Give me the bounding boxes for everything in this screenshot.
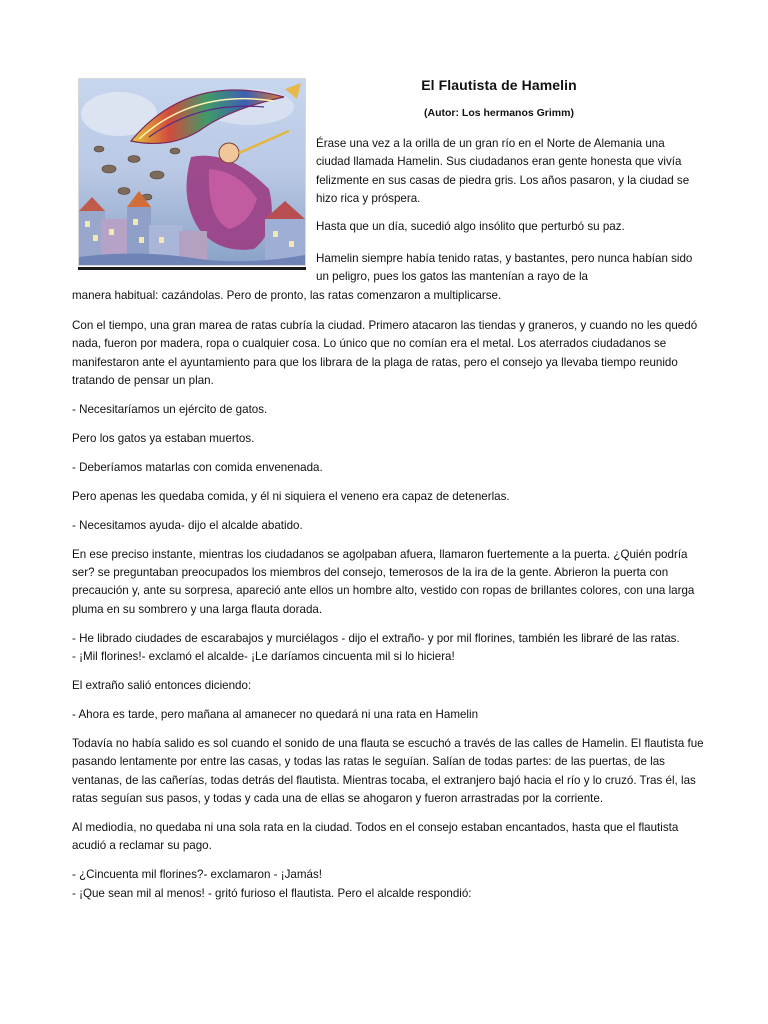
paragraph: Al mediodía, no quedaba ni una sola rata en la ciudad. Todos en el consejo estaban encantados, hasta que el flautista acudió a reclamar su pago. <box>72 821 679 853</box>
paragraph: Pero los gatos ya estaban muertos. <box>72 432 255 446</box>
intro-column <box>316 135 698 245</box>
paragraph: El extraño salió entonces diciendo: <box>72 679 252 693</box>
author-line: (Autor: Los hermanos Grimm) <box>424 107 574 119</box>
paragraph: - Deberíamos matarlas con comida envenenada. <box>72 460 323 474</box>
paragraph: Todavía no había salido es sol cuando el sonido de una flauta se escuchó a través de las calles de Hamelin. El flautista fue pasando lentamente por entre las casas, y todas las ratas le seguían. Salían de todas partes: de las puertas, de las ventanas, de las cañerías, todas detrás del flautista. Mientras tocaba, el extranjero bajó hacia el río y lo cruzó. Tras él, las ratas seguían sus pasos, y todas y cada una de ellas se ahogaron y fueron arrastradas por la corriente. <box>72 736 704 806</box>
document-title: El Flautista de Hamelin <box>421 77 577 93</box>
paragraph: - Necesitamos ayuda- dijo el alcalde abatido. <box>72 518 303 532</box>
paragraph-wrapped-end: manera habitual: cazándolas. Pero de pronto, las ratas comenzaron a multiplicarse. <box>72 289 502 302</box>
paragraph: Érase una vez a la orilla de un gran río en el Norte de Alemania una ciudad llamada Hamelin. Sus ciudadanos eran gente honesta que vivía felizmente en sus casas de piedra gris. Los años pasaron, y la ciudad se hizo rica y próspera. <box>316 137 690 206</box>
paragraph: Hasta que un día, sucedió algo insólito que perturbó su paz. <box>316 219 625 233</box>
paragraph-wrapped-start: Hamelin siempre había tenido ratas, y bastantes, pero nunca habían sido un peligro, pues los gatos las mantenían a rayo de la <box>316 252 693 284</box>
illustration-divider <box>78 267 306 270</box>
flute-player-illustration <box>78 78 306 266</box>
paragraph: En ese preciso instante, mientras los ciudadanos se agolpaban afuera, llamaron fuertemente a la puerta. ¿Quién podría ser? se preguntaban preocupados los miembros del consejo, temerosos de la ira de la gente. Abrieron la puerta con precaución y, ante su sorpresa, apareció ante ellos un hombre alto, vestido con ropas de brillantes colores, con una larga pluma en su sombrero y una larga flauta dorada. <box>72 547 695 616</box>
paragraph: - ¡Que sean mil al menos! - gritó furioso el flautista. Pero el alcalde respondió: <box>72 886 472 900</box>
paragraph: - He librado ciudades de escarabajos y murciélagos - dijo el extraño- y por mil florines, también les libraré de las ratas. <box>72 631 680 645</box>
paragraph: - ¿Cincuenta mil florines?- exclamaron - ¡Jamás! <box>72 868 322 882</box>
body-text <box>72 317 704 914</box>
paragraph: Pero apenas les quedaba comida, y él ni siquiera el veneno era capaz de detenerlas. <box>72 489 510 503</box>
paragraph: Con el tiempo, una gran marea de ratas cubría la ciudad. Primero atacaron las tiendas y graneros, y cuando no les quedó nada, fueron por madera, ropa o cualquier cosa. Lo único que no comían era el metal. Los aterrados ciudadanos se manifestaron ante el ayuntamiento para que los librara de la plaga de ratas, pero el consejo ya llevaba tiempo reunido tratando de pensar un plan. <box>72 319 698 388</box>
paragraph: - Necesitaríamos un ejército de gatos. <box>72 403 268 417</box>
paragraph: - Ahora es tarde, pero mañana al amanecer no quedará ni una rata en Hamelin <box>72 708 479 721</box>
paragraph: - ¡Mil florines!- exclamó el alcalde- ¡Le daríamos cincuenta mil si lo hiciera! <box>72 650 455 664</box>
